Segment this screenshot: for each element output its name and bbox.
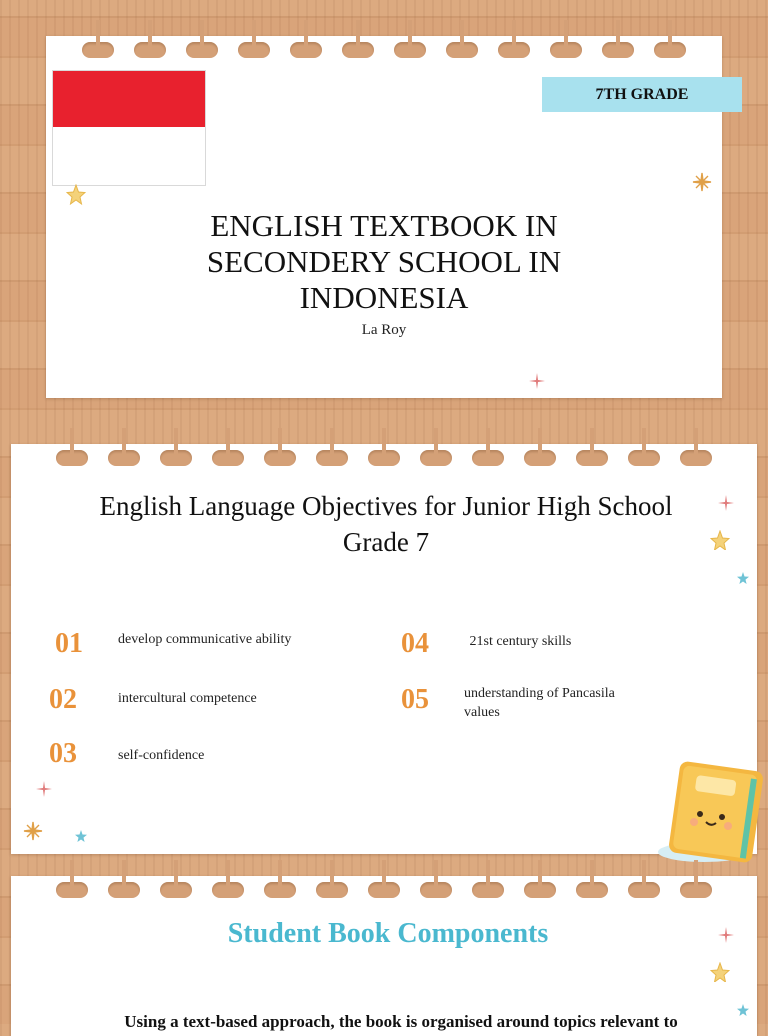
binder-hole [212,882,244,898]
star-icon [710,530,730,550]
binder-hole [420,450,452,466]
binder-hole [160,450,192,466]
objective-text: understanding of Pancasila values [464,686,615,720]
binder-hole [680,882,712,898]
binder-hole [602,42,634,58]
objective-number: 02 [49,684,77,715]
section-title: Student Book Components [227,918,549,949]
binder-hole [550,42,582,58]
star-icon [737,1004,749,1016]
binder-hole [290,42,322,58]
binder-holes [11,450,757,468]
title-slide [46,36,722,398]
binder-hole [680,450,712,466]
objective-text: develop communicative ability [118,632,292,647]
star-icon [710,962,730,982]
binder-holes [11,882,757,900]
objective-text: intercultural competence [118,691,257,706]
components-slide [11,876,757,1036]
star-icon [75,830,87,842]
objective-number: 05 [401,684,429,715]
binder-holes [46,42,722,60]
binder-hole [498,42,530,58]
binder-hole [472,450,504,466]
binder-hole [524,882,556,898]
binder-hole [342,42,374,58]
binder-hole [56,882,88,898]
star-icon [66,184,86,206]
objective-text: self-confidence [118,748,205,763]
sparkle-icon [35,780,53,798]
binder-hole [238,42,270,58]
sparkle-icon [23,821,43,841]
author-name: La Roy [361,322,407,338]
sparkle-icon [717,926,735,944]
binder-hole [316,882,348,898]
section-title: English Language Objectives for Junior High School Grade 7 [99,491,673,557]
binder-hole [654,42,686,58]
binder-hole [420,882,452,898]
indonesia-flag [52,70,206,186]
binder-hole [264,882,296,898]
binder-hole [134,42,166,58]
objective-number: 04 [401,628,429,659]
binder-hole [212,450,244,466]
sparkle-icon [528,372,546,390]
binder-hole [186,42,218,58]
binder-hole [368,882,400,898]
binder-hole [160,882,192,898]
binder-hole [56,450,88,466]
binder-hole [108,450,140,466]
star-icon [737,572,749,584]
grade-badge: 7TH GRADE [542,77,742,112]
binder-hole [394,42,426,58]
objective-text: 21st century skills [466,634,572,649]
binder-hole [108,882,140,898]
objective-number: 01 [55,628,83,659]
body-text: Using a text-based approach, the book is organised around topics relevant to [124,1012,678,1031]
binder-hole [368,450,400,466]
binder-hole [264,450,296,466]
objectives-slide [11,444,757,854]
binder-hole [524,450,556,466]
binder-hole [628,450,660,466]
binder-hole [576,882,608,898]
objective-number: 03 [49,738,77,769]
binder-hole [446,42,478,58]
sparkle-icon [717,494,735,512]
page-title: ENGLISH TEXTBOOK IN SECONDERY SCHOOL IN INDONESIA [206,208,562,315]
binder-hole [576,450,608,466]
binder-hole [82,42,114,58]
sparkle-icon [692,172,712,192]
binder-hole [472,882,504,898]
book-icon [656,760,766,866]
binder-hole [628,882,660,898]
binder-hole [316,450,348,466]
